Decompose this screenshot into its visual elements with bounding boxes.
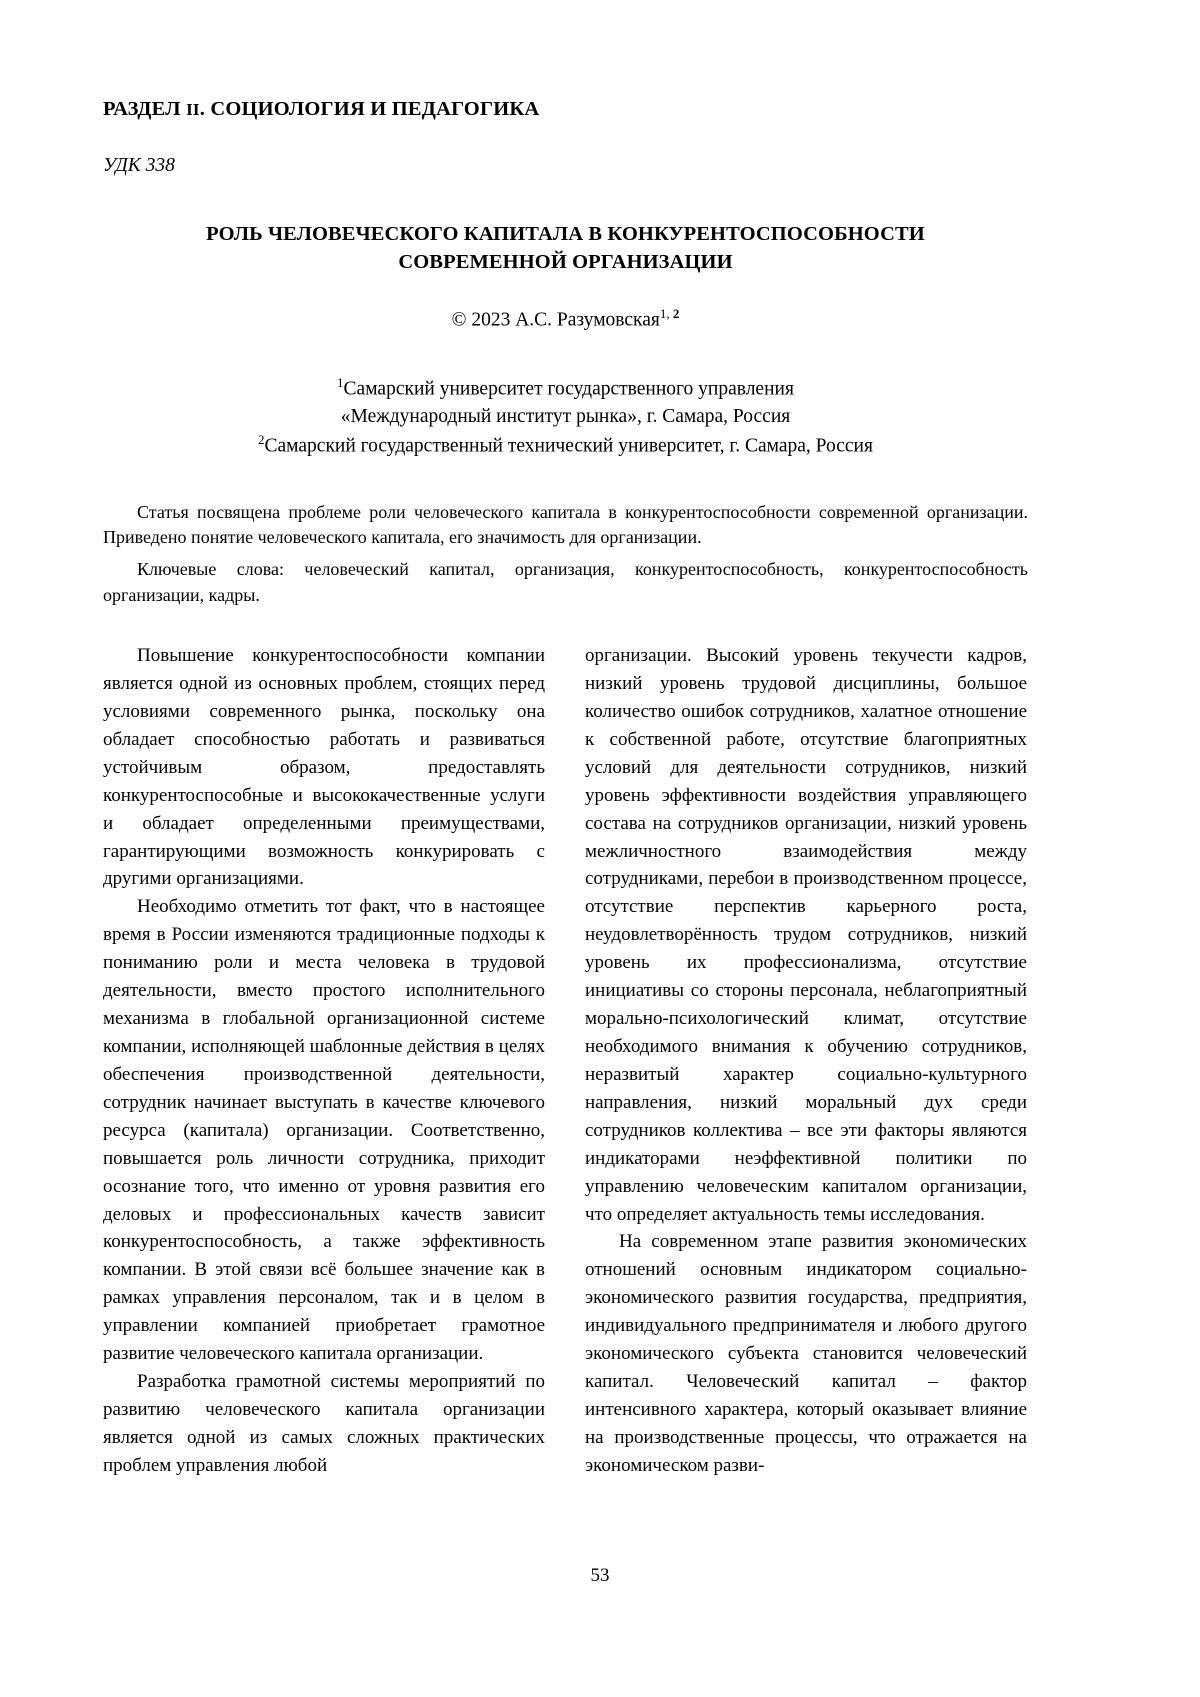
body-column-right: [585, 642, 1027, 1480]
page-content: [103, 98, 1028, 1480]
paragraph: Необходимо отметить тот факт, что в настоящее время в России изменяются традиционные подходы к пониманию роли и места человека в трудовой деятельности, вместо простого исполнительного механизма в глобальной организационной системе компании, исполняющей шаблонные действия в целях обеспечения производственной деятельности, сотрудник начинает выступать в качестве ключевого ресурса (капитала) организации. Соответственно, повышается роль личности сотрудника, приходит осознание того, что именно от уровня развития его деловых и профессиональных качеств зависит конкурентоспособность, а также эффективность компании. В этой связи всё большее значение как в рамках управления персоналом, так и в целом в управлении компанией приобретает грамотное развитие человеческого капитала организации.: [103, 896, 545, 1365]
affiliation-line: [103, 431, 1028, 460]
author-mark-2: 2: [672, 306, 680, 322]
section-header-prefix: РАЗДЕЛ: [103, 98, 187, 120]
page-number: 53: [590, 1565, 610, 1586]
paragraph-continued: организации. Высокий уровень текучести кадров, низкий уровень трудовой дисциплины, большое количество ошибок сотрудников, халатное отношение к собственной работе, отсутствие благоприятных условий для деятельности сотрудников, низкий уровень эффективности воздействия управляющего состава на сотрудников организации, низкий уровень межличностного взаимодействия между сотрудниками, перебои в производственном процессе, отсутствие перспектив карьерного роста, неудовлетворённость трудом сотрудников, низкий уровень их профессионализма, отсутствие инициативы со стороны персонала, неблагоприятный морально-психологический климат, отсутствие необходимого внимания к обучению сотрудников, неразвитый характер социально-культурного направления, низкий моральный дух среди сотрудников коллектива – все эти факторы являются индикаторами неэффективной политики по управлению человеческим капиталом организации, что определяет актуальность темы исследования.: [585, 645, 1027, 1225]
keywords: [103, 557, 1028, 608]
keywords-text: Ключевые слова: человеческий капитал, организация, конкурентоспособность, конкурентоспособность организации, кадры.: [103, 559, 1028, 605]
section-header-suffix: . СОЦИОЛОГИЯ И ПЕДАГОГИКА: [199, 98, 540, 120]
section-header-numeral: II: [186, 100, 200, 119]
author-line: [103, 306, 1028, 332]
affiliation-line: [103, 374, 1028, 403]
abstract: [103, 500, 1028, 551]
affiliation-mark: 2: [258, 431, 265, 447]
affiliations: [103, 374, 1028, 460]
udc-code: УДК 338: [103, 155, 175, 176]
paragraph: Повышение конкурентоспособности компании является одной из основных проблем, стоящих перед условиями современного рынка, поскольку она обладает способностью работать и развиваться устойчивым образом, предоставлять конкурентоспособные и высококачественные услуги и обладает определенными преимуществами, гарантирующими возможность конкурировать с другими организациями.: [103, 645, 545, 890]
section-header: [103, 98, 1028, 121]
body-columns: [103, 642, 1028, 1480]
abstract-text: Статья посвящена проблеме роли человеческого капитала в конкурентоспособности современной организации. Приведено понятие человеческого капитала, его значимость для организации.: [103, 501, 1028, 548]
affiliation-text: Самарский государственный технический университет, г. Самара, Россия: [264, 435, 873, 457]
author-mark-1: 1,: [659, 306, 673, 322]
affiliation-line: [103, 403, 1028, 431]
body-column-left: [103, 642, 545, 1480]
author-names: © 2023 А.С. Разумовская: [451, 309, 660, 331]
affiliation-text: «Международный институт рынка», г. Самара, Россия: [340, 406, 791, 428]
affiliation-text: Самарский университет государственного управления: [343, 378, 794, 400]
affiliation-mark: 1: [337, 374, 344, 390]
page-title: РОЛЬ ЧЕЛОВЕЧЕСКОГО КАПИТАЛА В КОНКУРЕНТОСПОСОБНОСТИ СОВРЕМЕННОЙ ОРГАНИЗАЦИИ: [206, 223, 925, 273]
paragraph: Разработка грамотной системы мероприятий по развитию человеческого капитала организации является одной из самых сложных практических проблем управления любой: [103, 1371, 545, 1476]
paragraph: На современном этапе развития экономических отношений основным индикатором социально-экономического развития государства, предприятия, индивидуального предпринимателя и любого другого экономического субъекта становится человеческий капитал. Человеческий капитал – фактор интенсивного характера, который оказывает влияние на производственные процессы, что отражается на экономическом разви-: [585, 1231, 1027, 1476]
author-affiliation-marks: [660, 306, 680, 321]
